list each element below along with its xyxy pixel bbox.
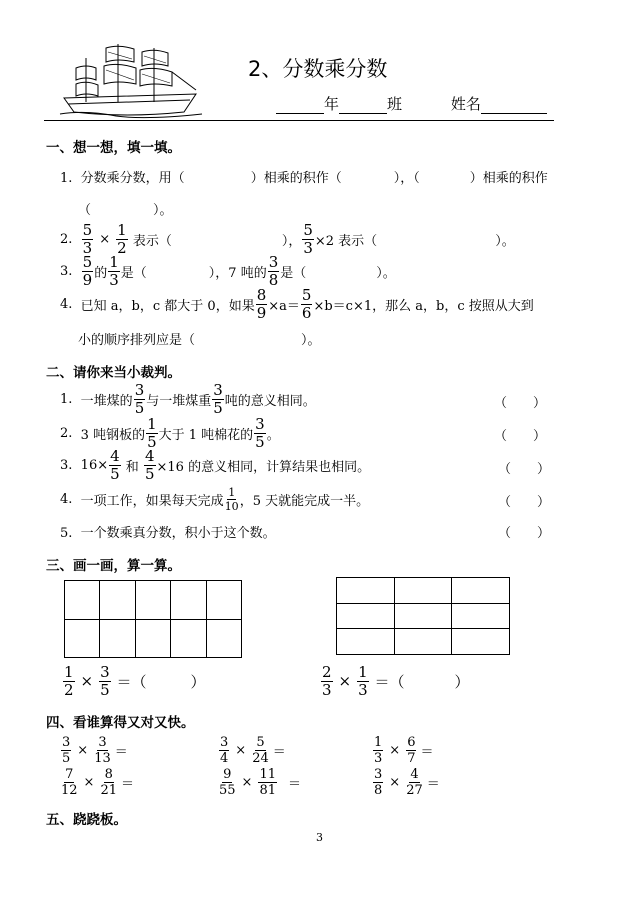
- judge-paren-2[interactable]: （ ）: [494, 429, 547, 444]
- judge-paren-1[interactable]: （ ）: [494, 396, 547, 411]
- section-3-heading: 三、画一画，算一算。: [46, 558, 181, 574]
- year-blank[interactable]: [276, 99, 324, 114]
- judge-paren-5[interactable]: （ ）: [498, 526, 551, 541]
- calc-item-2: $\frac{3}{4}$ × $\frac{5}{24}$ ＝: [220, 734, 286, 766]
- section-5-heading: 五、跷跷板。: [46, 812, 127, 828]
- fraction: $\frac{5}{3}$: [82, 220, 93, 257]
- s2-question-2: 2. 3 吨钢板的 $\frac{1}{5}$ 大于 1 吨棉花的 $\frac{3}{5}$ 。: [60, 414, 280, 451]
- s2-question-1: 1. 一堆煤的 $\frac{3}{5}$ 与一堆煤重 $\frac{3}{5}$ 吨的意义相同。: [60, 380, 316, 417]
- drawing-grid-left[interactable]: [64, 580, 242, 658]
- sailing-ship-illustration: [56, 40, 206, 120]
- s1-question-4: 4. 已知 a，b，c 都大于 0，如果 $\frac{8}{9}$ ×a＝ $\frac{5}{6}$ ×b＝c×1，那么 a，b，c 按照从大到: [60, 285, 534, 322]
- calc-item-3: $\frac{1}{3}$ × $\frac{6}{7}$ ＝: [374, 734, 434, 766]
- s2-question-4: 4. 一项工作，如果每天完成 $\frac{1}{10}$ ，5 天就能完成一半。: [60, 485, 370, 513]
- s1-question-4-cont: 小的顺序排列应是（ ）。: [78, 333, 321, 348]
- fraction: $\frac{1}{2}$: [117, 220, 127, 257]
- header-divider: [44, 120, 554, 121]
- judge-paren-3[interactable]: （ ）: [498, 462, 551, 477]
- year-label: 年: [324, 95, 340, 113]
- page-title: 2、分数乘分数: [248, 57, 388, 81]
- section-4-heading: 四、看谁算得又对又快。: [46, 715, 195, 731]
- section-1-heading: 一、想一想，填一填。: [46, 140, 181, 156]
- fraction: $\frac{5}{3}$: [303, 220, 313, 257]
- s1-question-3: 3. $\frac{5}{9}$ 的 $\frac{1}{3}$ 是（ ），7 吨的 $\frac{3}{8}$ 是（ ）。: [60, 252, 396, 289]
- class-label: 班: [387, 95, 403, 113]
- page-number: 3: [316, 831, 323, 844]
- calc-item-5: $\frac{9}{55}$ × $\frac{11}{81}$ ＝: [219, 766, 302, 798]
- s1-question-2: 2. $\frac{5}{3}$ × $\frac{1}{2}$ 表示（ ）， $\frac{5}{3}$ ×2 表示（ ）。: [60, 220, 515, 257]
- s2-question-3: 3. 16× $\frac{4}{5}$ 和 $\frac{4}{5}$ ×16 的意义相同，计算结果也相同。: [60, 446, 371, 483]
- judge-paren-4[interactable]: （ ）: [498, 495, 551, 510]
- s1-question-1-cont: （ ）。: [78, 203, 173, 218]
- s3-right-expression: $\frac{2}{3}$ × $\frac{1}{3}$ ＝（ ）: [322, 662, 470, 699]
- calc-item-6: $\frac{3}{8}$ × $\frac{4}{27}$ ＝: [374, 766, 440, 798]
- calc-item-4: $\frac{7}{12}$ × $\frac{8}{21}$ ＝: [61, 766, 135, 798]
- drawing-grid-right[interactable]: [336, 577, 510, 655]
- section-2-heading: 二、请你来当小裁判。: [46, 365, 181, 381]
- name-label: 姓名: [450, 95, 481, 113]
- s3-left-expression: $\frac{1}{2}$ × $\frac{3}{5}$ ＝（ ）: [64, 662, 206, 699]
- calc-item-1: $\frac{3}{5}$ × $\frac{3}{13}$ ＝: [62, 734, 128, 766]
- s1-question-1: 1. 分数乘分数，用（ ）相乘的积作（ ），（ ）相乘的积作: [60, 171, 548, 186]
- s2-question-5: 5. 一个数乘真分数，积小于这个数。: [60, 526, 276, 541]
- student-info-line: [276, 93, 547, 114]
- name-blank[interactable]: [481, 99, 547, 114]
- class-blank[interactable]: [339, 99, 387, 114]
